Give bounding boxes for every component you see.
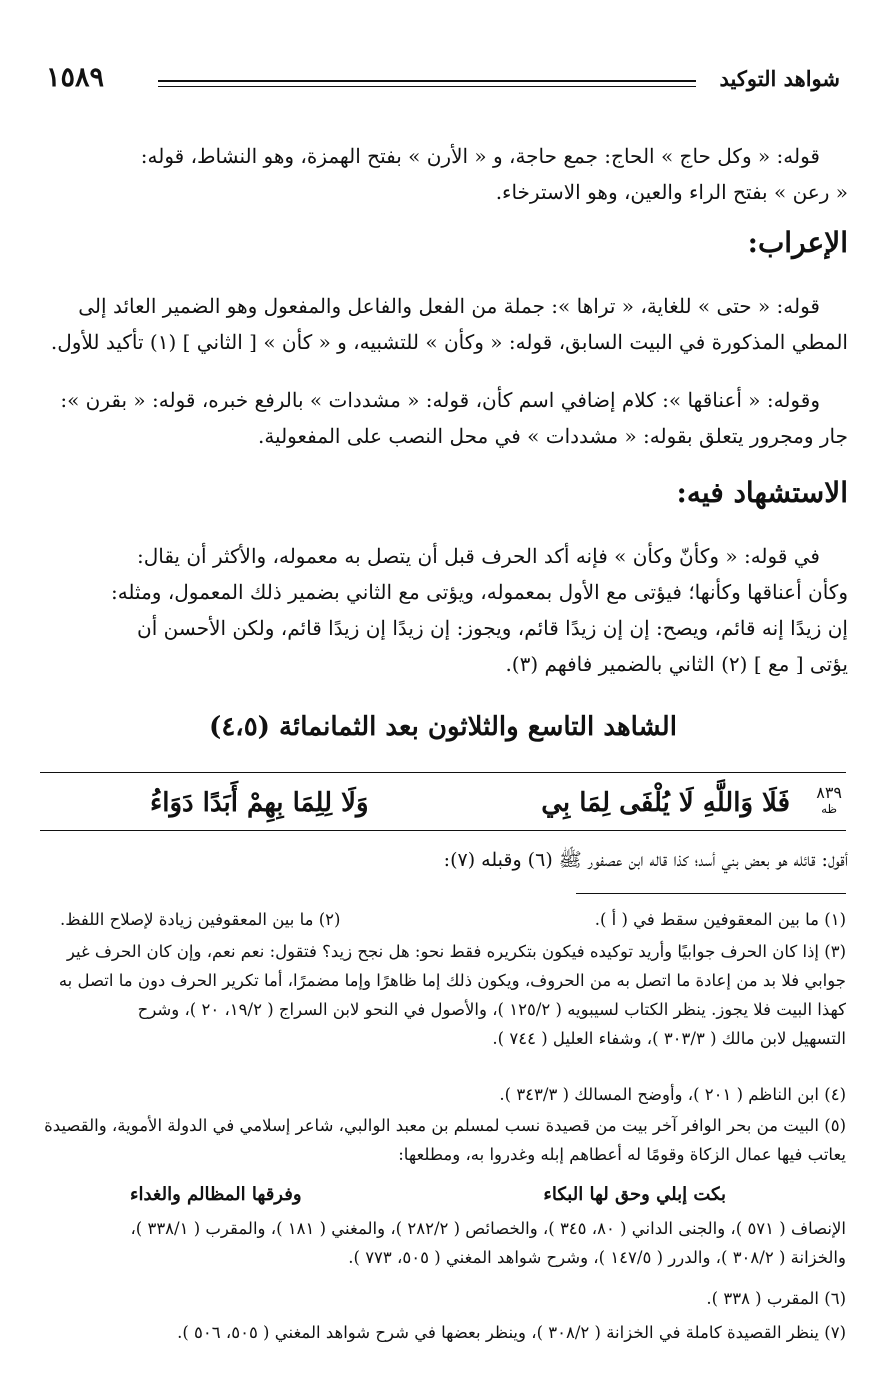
text-line: والخزانة ( ٣٠٨/٢ )، والدرر ( ١٤٧/٥ )، وشرح شواهد المغني ( ٥٠٥، ٧٧٣ ). [348,1248,846,1267]
text-line: (٣) إذا كان الحرف جوابيًا وأريد توكيده فيكون بتكريره فقط نحو: هل نجح زيد؟ فتقول: نعم نعم، وإن كان الحرف غير [66,942,846,961]
text-line: يعاتب فيها عمال الزكاة وقومًا له أعطاهم إبله وغدروا به، ومطلعها: [398,1145,846,1164]
text-line: وقوله: « أعناقها »: كلام إضافي اسم كأن، قوله: « مشددات » بالرفع خبره، قوله: « بقرن »: [60,388,820,412]
verse-hemistich-second: وَلَا لِلِمَا بِهِمْ أَبَدًا دَوَاءُ [150,788,369,818]
verse-rule-bottom [40,830,846,831]
footnote-5-sources [40,1214,846,1272]
footnote-3 [40,937,846,1053]
page-number: ١٥٨٩ [46,62,105,93]
shahid-comment [46,842,848,878]
verse-meter-mark: ظه [821,802,838,816]
text-line: وكأن أعناقها وكأنها؛ فيؤتى مع الأول بمعموله، ويؤتى مع الثاني بضمير ذلك المعمول، ومثله: [110,580,848,604]
istishhad-paragraph [46,538,848,682]
text-line: الإنصاف ( ٥٧١ )، والجنى الداني ( ٨٠، ٣٤٥ )، والخصائص ( ٢٨٢/٢ )، والمغني ( ١٨١ )، والمقرب ( ٣٣٨/١ )، [130,1219,846,1238]
text-line: في قوله: « وكأنّ وكأن » فإنه أكد الحرف قبل أن يتصل به معموله، والأكثر أن يقال: [136,544,820,568]
footnote-verse-first: بكت إبلي وحق لها البكاء [543,1184,726,1205]
text-line: « رعن » بفتح الراء والعين، وهو الاسترخاء. [495,180,848,204]
header-rule-thin [158,86,696,87]
intro-paragraph [46,138,848,210]
footnote-7 [40,1318,846,1347]
verse-rule-top [40,772,846,773]
section-heading-istishhad: الاستشهاد فيه: [676,476,848,509]
footnote-4 [40,1080,846,1109]
text-line: قوله: « وكل حاج » الحاج: جمع حاجة، و « الأرن » بفتح الهمزة، وهو النشاط، قوله: [140,144,820,168]
footnote-verse-second: وفرقها المظالم والغداء [130,1184,302,1205]
text-line: جار ومجرور يتعلق بقوله: « مشددات » في محل النصب على المفعولية. [257,424,848,448]
text-line: أقول: قائله هو بعض بني أسد؛ كذا قاله ابن عصفور ﷺ (٦) وقبله (٧): [443,849,848,871]
text-line: كهذا البيت فلا يجوز. ينظر الكتاب لسيبويه ( ١٢٥/٢ )، والأصول في النحو لابن السراج ( ١٩/٢، ٢٠ )، وشرح [137,1000,846,1019]
text-line: (٦) المقرب ( ٣٣٨ ). [706,1289,846,1308]
page-header [40,62,846,102]
text-line: (٥) البيت من بحر الوافر آخر بيت من قصيدة نسب لمسلم بن معبد الوالبي، شاعر إسلامي في الدولة الأموية، والقصيدة [44,1116,846,1135]
text-line: إن زيدًا إنه قائم، ويصح: إن إن زيدًا قائم، ويجوز: إن زيدًا إن زيدًا قائم، ولكن الأحسن أن [137,616,848,640]
irab-paragraph-2 [46,382,848,454]
footnote-2: (٢) ما بين المعقوفين زيادة لإصلاح اللفظ. [60,910,341,929]
poetry-verse [40,783,846,832]
footnote-5 [40,1111,846,1169]
text-line: (٤) ابن الناظم ( ٢٠١ )، وأوضح المسالك ( ٣٤٣/٣ ). [499,1085,846,1104]
header-rule [158,80,696,82]
text-line: قوله: « حتى » للغاية، « تراها »: جملة من الفعل والفاعل والمفعول وهو الضمير العائد إلى [78,294,820,318]
text-line: (٧) ينظر القصيدة كاملة في الخزانة ( ٣٠٨/٢ )، وينظر بعضها في شرح شواهد المغني ( ٥٠٥، ٥٠٦ ). [177,1323,846,1342]
shahid-title: الشاهد التاسع والثلاثون بعد الثمانمائة (٤،٥) [209,712,677,742]
text-line: التسهيل لابن مالك ( ٣٠٣/٣ )، وشفاء العليل ( ٧٤٤ ). [492,1029,846,1048]
section-heading-irab: الإعراب: [747,226,848,259]
text-line: المطي المذكورة في البيت السابق، قوله: « وكأن » للتشبيه، و « كأن » [ الثاني ] (١) تأكيد للأول. [50,330,848,354]
irab-paragraph-1 [46,288,848,360]
running-title: شواهد التوكيد [719,66,840,91]
text-line: جوابي فلا بد من إعادة ما اتصل به من الحروف، ويكون ذلك إما ظاهرًا وإما مضمرًا، أما تكرير الحرف دون ما اتصل به [58,971,846,990]
footnote-1: (١) ما بين المعقوفين سقط في ( أ ). [594,910,846,929]
text-line: يؤتى [ مع ] (٢) الثاني بالضمير فافهم (٣). [505,652,848,676]
footnote-separator [576,893,846,894]
verse-number: ٨٣٩ [816,783,842,802]
verse-number-block [816,784,842,818]
verse-hemistich-first: فَلَا وَاللَّهِ لَا يُلْفَى لِمَا بِي [541,788,790,818]
footnote-6 [40,1284,846,1313]
